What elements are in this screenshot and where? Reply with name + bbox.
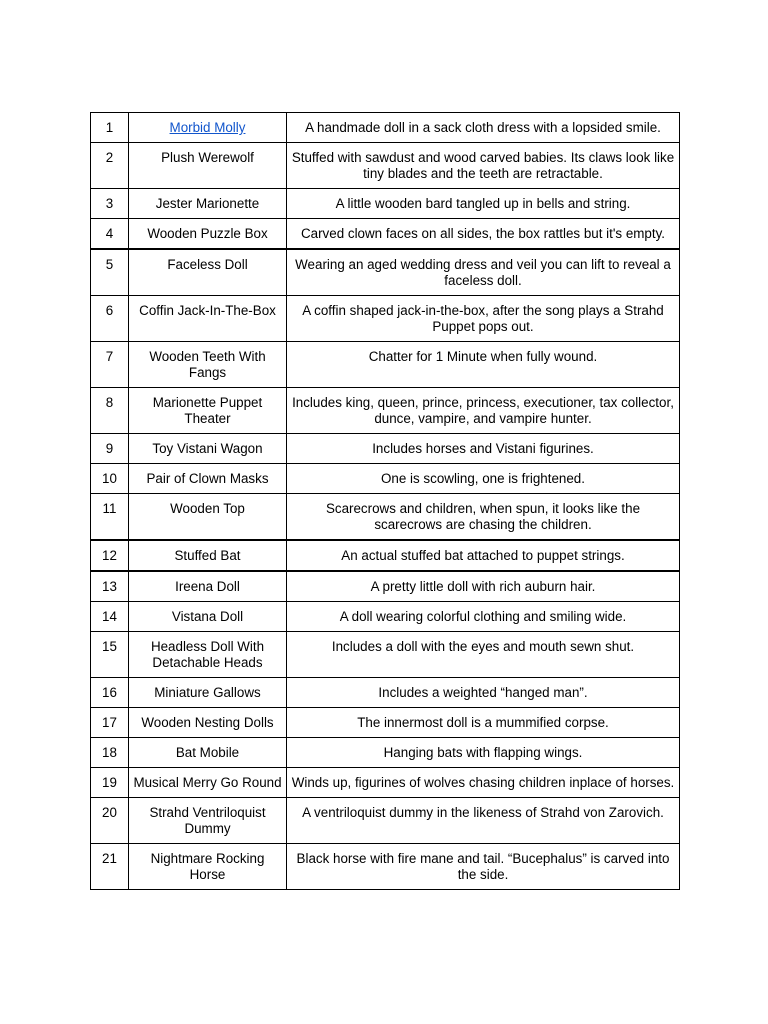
toy-name: Headless Doll With Detachable Heads <box>129 632 287 678</box>
table-row <box>91 189 680 219</box>
row-number: 12 <box>91 540 129 571</box>
toy-name: Coffin Jack-In-The-Box <box>129 296 287 342</box>
table-row <box>91 388 680 434</box>
toy-name: Toy Vistani Wagon <box>129 434 287 464</box>
row-number: 21 <box>91 844 129 890</box>
toy-name: Pair of Clown Masks <box>129 464 287 494</box>
toy-name: Stuffed Bat <box>129 540 287 571</box>
table-row <box>91 678 680 708</box>
toy-name: Marionette Puppet Theater <box>129 388 287 434</box>
table-row <box>91 296 680 342</box>
table-row <box>91 602 680 632</box>
toy-description: A doll wearing colorful clothing and smiling wide. <box>287 602 680 632</box>
row-number: 5 <box>91 249 129 296</box>
toy-name: Wooden Top <box>129 494 287 541</box>
toy-name: Wooden Teeth With Fangs <box>129 342 287 388</box>
toy-table-body <box>91 113 680 890</box>
row-number: 17 <box>91 708 129 738</box>
toy-description: A pretty little doll with rich auburn hair. <box>287 571 680 602</box>
row-number: 7 <box>91 342 129 388</box>
row-number: 4 <box>91 219 129 250</box>
row-number: 2 <box>91 143 129 189</box>
toy-name: Jester Marionette <box>129 189 287 219</box>
table-row <box>91 798 680 844</box>
toy-description: A little wooden bard tangled up in bells and string. <box>287 189 680 219</box>
row-number: 10 <box>91 464 129 494</box>
table-row <box>91 143 680 189</box>
toy-description: Scarecrows and children, when spun, it looks like the scarecrows are chasing the children. <box>287 494 680 541</box>
toy-description: A handmade doll in a sack cloth dress with a lopsided smile. <box>287 113 680 143</box>
row-number: 13 <box>91 571 129 602</box>
table-row <box>91 844 680 890</box>
toy-description: An actual stuffed bat attached to puppet strings. <box>287 540 680 571</box>
toy-description: A ventriloquist dummy in the likeness of Strahd von Zarovich. <box>287 798 680 844</box>
toy-description: One is scowling, one is frightened. <box>287 464 680 494</box>
toy-name: Wooden Puzzle Box <box>129 219 287 250</box>
toy-description: Carved clown faces on all sides, the box rattles but it's empty. <box>287 219 680 250</box>
table-row <box>91 708 680 738</box>
table-row <box>91 434 680 464</box>
table-row <box>91 738 680 768</box>
row-number: 14 <box>91 602 129 632</box>
toy-description: Hanging bats with flapping wings. <box>287 738 680 768</box>
toy-name: Bat Mobile <box>129 738 287 768</box>
row-number: 20 <box>91 798 129 844</box>
toy-name: Nightmare Rocking Horse <box>129 844 287 890</box>
table-row <box>91 632 680 678</box>
toy-name: Wooden Nesting Dolls <box>129 708 287 738</box>
table-row <box>91 342 680 388</box>
row-number: 18 <box>91 738 129 768</box>
toy-name: Musical Merry Go Round <box>129 768 287 798</box>
toy-description: Includes horses and Vistani figurines. <box>287 434 680 464</box>
toy-name-link[interactable]: Morbid Molly <box>169 120 246 135</box>
table-row <box>91 494 680 541</box>
table-row <box>91 113 680 143</box>
toy-description: Includes a doll with the eyes and mouth sewn shut. <box>287 632 680 678</box>
toy-description: Chatter for 1 Minute when fully wound. <box>287 342 680 388</box>
row-number: 6 <box>91 296 129 342</box>
row-number: 19 <box>91 768 129 798</box>
toy-description: A coffin shaped jack-in-the-box, after the song plays a Strahd Puppet pops out. <box>287 296 680 342</box>
toy-description: Black horse with fire mane and tail. “Bucephalus” is carved into the side. <box>287 844 680 890</box>
row-number: 8 <box>91 388 129 434</box>
table-row <box>91 464 680 494</box>
table-row <box>91 768 680 798</box>
table-row <box>91 571 680 602</box>
toy-description: Wearing an aged wedding dress and veil you can lift to reveal a faceless doll. <box>287 249 680 296</box>
toy-name: Miniature Gallows <box>129 678 287 708</box>
table-row <box>91 540 680 571</box>
toy-table <box>90 112 680 890</box>
row-number: 11 <box>91 494 129 541</box>
toy-description: Includes king, queen, prince, princess, executioner, tax collector, dunce, vampire, and vampire hunter. <box>287 388 680 434</box>
toy-name: Ireena Doll <box>129 571 287 602</box>
table-row <box>91 249 680 296</box>
row-number: 1 <box>91 113 129 143</box>
toy-name <box>129 113 287 143</box>
toy-description: The innermost doll is a mummified corpse. <box>287 708 680 738</box>
row-number: 3 <box>91 189 129 219</box>
toy-name: Strahd Ventriloquist Dummy <box>129 798 287 844</box>
toy-name: Plush Werewolf <box>129 143 287 189</box>
toy-description: Stuffed with sawdust and wood carved babies. Its claws look like tiny blades and the teeth are retractable. <box>287 143 680 189</box>
table-row <box>91 219 680 250</box>
toy-name: Faceless Doll <box>129 249 287 296</box>
toy-description: Includes a weighted “hanged man”. <box>287 678 680 708</box>
row-number: 16 <box>91 678 129 708</box>
toy-name: Vistana Doll <box>129 602 287 632</box>
row-number: 9 <box>91 434 129 464</box>
row-number: 15 <box>91 632 129 678</box>
toy-description: Winds up, figurines of wolves chasing children inplace of horses. <box>287 768 680 798</box>
